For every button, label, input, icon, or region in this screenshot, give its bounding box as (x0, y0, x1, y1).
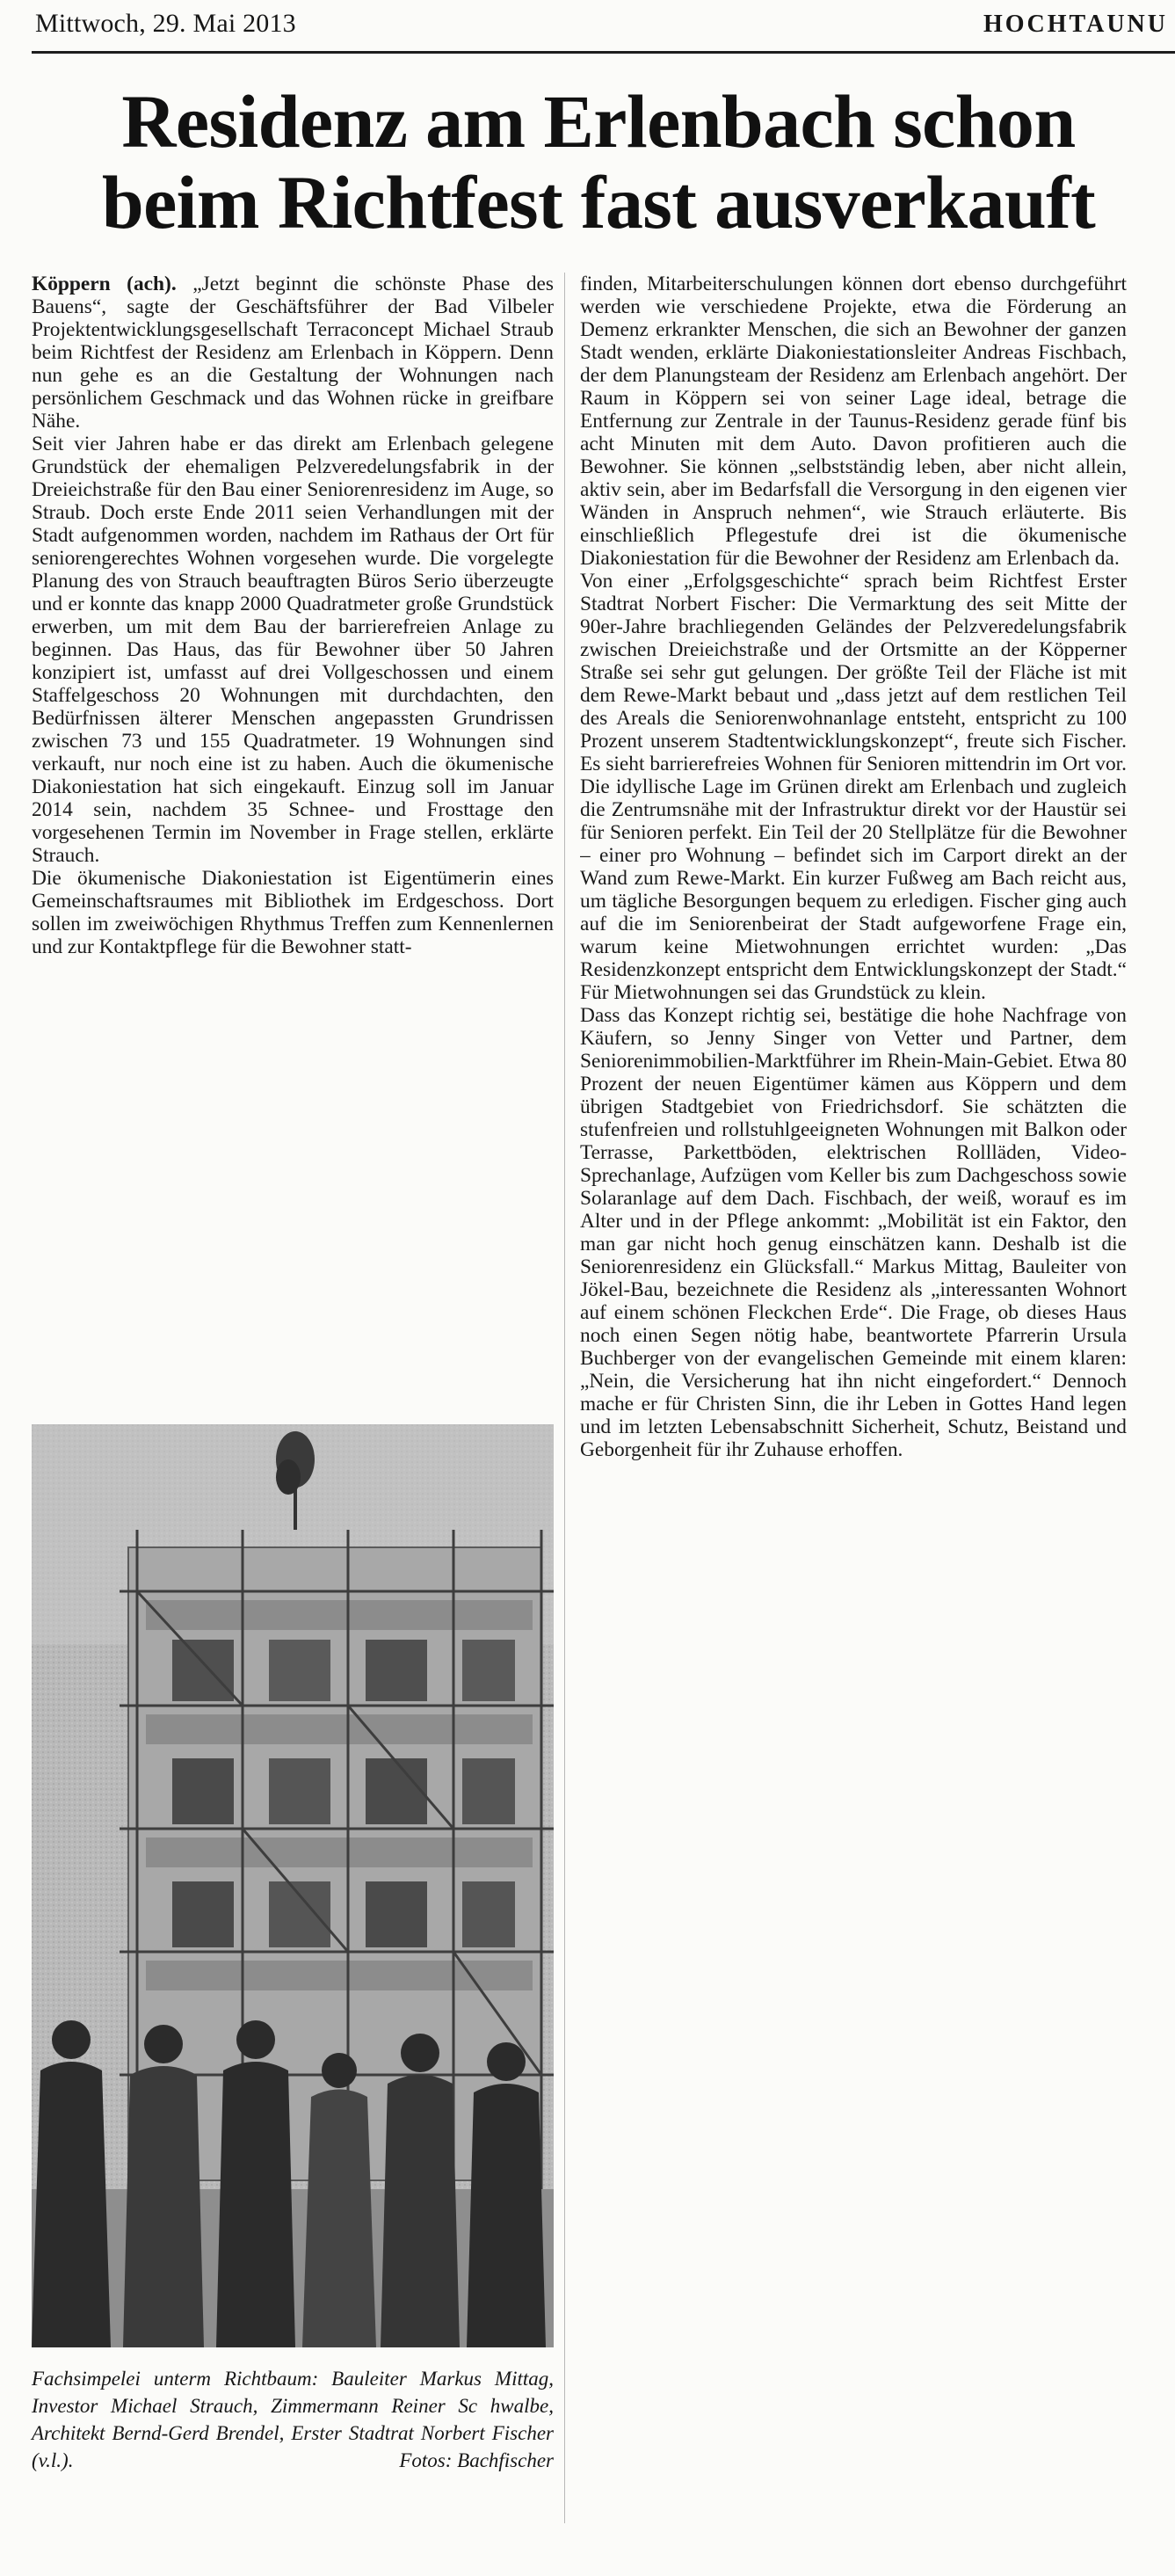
construction-site-photo (32, 1424, 554, 2347)
caption-text: Fachsimpelei unterm Richtbaum: Bauleiter Markus Mittag, Investor Michael Strauch, Zimmermann Reiner Sc hwalbe, Architekt Bernd-Gerd Brendel, Erster Stadtrat Norbert Fischer (v.l.). (32, 2368, 554, 2471)
column-divider (564, 273, 565, 2523)
headline-line-2: beim Richtfest fast ausverkauft (101, 160, 1096, 244)
article-paragraph: Von einer „Erfolgsgeschichte“ sprach beim Richtfest Erster Stadtrat Norbert Fischer: Die Vermarktung des seit Mitte der 90er-Jahre brachliegenden Geländes der Pelzveredelungsfabrik zwischen Dreieichstraße und der Ortsmitte an der Köpperner Straße sei sehr gut gelungen. Der größte Teil der Fläche ist mit dem Rewe-Markt bebaut und „dass jetzt auf dem restlichen Teil des Areals die Seniorenwohnanlage entsteht, entspricht zu 100 Prozent unserem Stadtentwicklungskonzept“, freute sich Fischer. Es sieht barrierefreies Wohnen für Senioren mittendrin im Ort vor. Die idyllische Lage im Grünen direkt am Erlenbach und zugleich die Zentrumsnähe mit der Infrastruktur direkt vor der Haustür sei für Senioren perfekt. Ein Teil der 20 Stellplätze für die Bewohner – einer pro Wohnung – befindet sich im Carport direkt an der Wand zum Rewe-Markt. Ein kurzer Fußweg am Bach reicht aus, um tägliche Besorgungen bequem zu erledigen. Fischer ging auch auf die im Seniorenbeirat der Stadt aufgeworfene Frage ein, warum keine Mietwohnungen errichtet wurden: „Das Residenzkonzept entspricht dem Entwicklungskonzept der Stadt.“ Für Mietwohnungen sei das Grundstück zu klein. (580, 570, 1127, 1004)
photo-caption (32, 2365, 554, 2474)
section-name: HOCHTAUNU (983, 11, 1168, 38)
paragraph-text: „Jetzt beginnt die schönste Phase des Bauens“, sagte der Geschäftsführer der Bad Vilbeler Projektentwicklungsgesellschaft Terraconcept Michael Straub beim Richtfest der Residenz am Erlenbach in Köppern. Denn nun gehe es an die Gestaltung der Wohnungen nach persönlichem Geschmack und das Wohnen rücke in greifbare Nähe. (32, 273, 554, 433)
headline-line-1: Residenz am Erlenbach schon (121, 79, 1076, 164)
issue-date: Mittwoch, 29. Mai 2013 (35, 9, 296, 38)
article-paragraph: Dass das Konzept richtig sei, bestätige die hohe Nachfrage von Käufern, so Jenny Singer von Vetter und Partner, dem Seniorenimmobilien-Marktführer im Rhein-Main-Gebiet. Etwa 80 Prozent der neuen Eigentümer kämen aus Köppern und dem übrigen Stadtgebiet von Friedrichsdorf. Sie schätzten die stufenfreien und rollstuhlgeeigneten Wohnungen mit Balkon oder Terrasse, Parkettböden, elektrischen Rollläden, Video-Sprechanlage, Aufzügen vom Keller bis zum Dachgeschoss sowie Solaranlage auf dem Dach. Fischbach, der weiß, worauf es im Alter und in der Pflege ankommt: „Mobilität ist ein Faktor, den man gar nicht hoch genug einschätzen kann. Deshalb ist die Seniorenresidenz ein Glücksfall.“ Markus Mittag, Bauleiter von Jökel-Bau, bezeichnete die Residenz als „interessanten Wohnort auf einem schönen Fleckchen Erde“. Die Frage, ob dieses Haus noch einen Segen nötig habe, beantwortete Pfarrerin Ursula Buchberger von der evangelischen Gemeinde mit einem klaren: „Nein, die Versicherung hat ihn nicht eingefordert.“ Dennoch mache er für Christen Sinn, die ihr Leben in Gottes Hand legen und im letzten Lebensabschnitt Sicherheit, Schutz, Beistand und Geborgenheit für ihr Zuhause erhoffen. (580, 1004, 1127, 1461)
header-rule (32, 51, 1175, 54)
article-paragraph: finden, Mitarbeiterschulungen können dort ebenso durchgeführt werden wie verschiedene Projekte, etwa die Förderung an Demenz erkrankter Menschen, die sich an Bewohner der ganzen Stadt wenden, erklärte Diakoniestationsleiter Andreas Fischbach, der dem Planungsteam der Residenz am Erlenbach angehört. Der Raum in Köppern sei von seiner Lage ideal, betrage die Entfernung zur Zentrale in der Taunus-Residenz gerade fünf bis acht Minuten mit dem Auto. Davon profitieren auch die Bewohner. Sie können „selbstständig leben, aber nicht allein, aktiv sein, aber im Bedarfsfall die Versorgung in den eigenen vier Wänden in Anspruch nehmen“, wie Strauch erläuterte. Bis einschließlich Pflegestufe drei ist die ökumenische Diakoniestation für die Bewohner der Residenz am Erlenbach da. (580, 273, 1127, 570)
article-photo (32, 1424, 554, 2347)
article-dateline: Köppern (ach). (32, 273, 177, 295)
article-column-right (580, 273, 1127, 2563)
photo-credit: Fotos: Bachfischer (399, 2449, 554, 2471)
page-header (0, 0, 1175, 56)
article-paragraph: Seit vier Jahren habe er das direkt am Erlenbach gelegene Grundstück der ehemaligen Pelzveredelungsfabrik in der Dreieichstraße für den Bau einer Seniorenresidenz im Auge, so Straub. Doch erste Ende 2011 seien Verhandlungen mit der Stadt aufgenommen worden, nachdem im Rathaus der Ort für seniorengerechtes Wohnen vorgesehen wurde. Die vorgelegte Planung des von Strauch beauftragten Büros Serio überzeugte und er konnte das knapp 2000 Quadratmeter große Grundstück erwerben, um mit dem Bau der barrierefreien Anlage zu beginnen. Das Haus, das für Bewohner über 50 Jahren konzipiert ist, umfasst auf drei Vollgeschossen und einem Staffelgeschoss 20 Wohnungen mit durchdachten, den Bedürfnissen älterer Menschen angepassten Grundrissen zwischen 73 und 155 Quadratmeter. 19 Wohnungen sind verkauft, nur noch eine ist zu haben. Auch die ökumenische Diakoniestation hat sich eingekauft. Einzug soll im Januar 2014 sein, nachdem 35 Schnee- und Frosttage den vorgesehenen Termin im November in Frage stellen, erklärte Strauch. (32, 433, 554, 867)
article-headline (32, 81, 1165, 243)
article-paragraph (32, 273, 554, 433)
article-column-left (32, 273, 554, 1402)
article-paragraph: Die ökumenische Diakoniestation ist Eigentümerin eines Gemeinschaftsraumes mit Bibliothek im Erdgeschoss. Dort sollen im zweiwöchigen Rhythmus Treffen zum Kennenlernen und zur Kontaktpflege für die Bewohner statt- (32, 867, 554, 958)
